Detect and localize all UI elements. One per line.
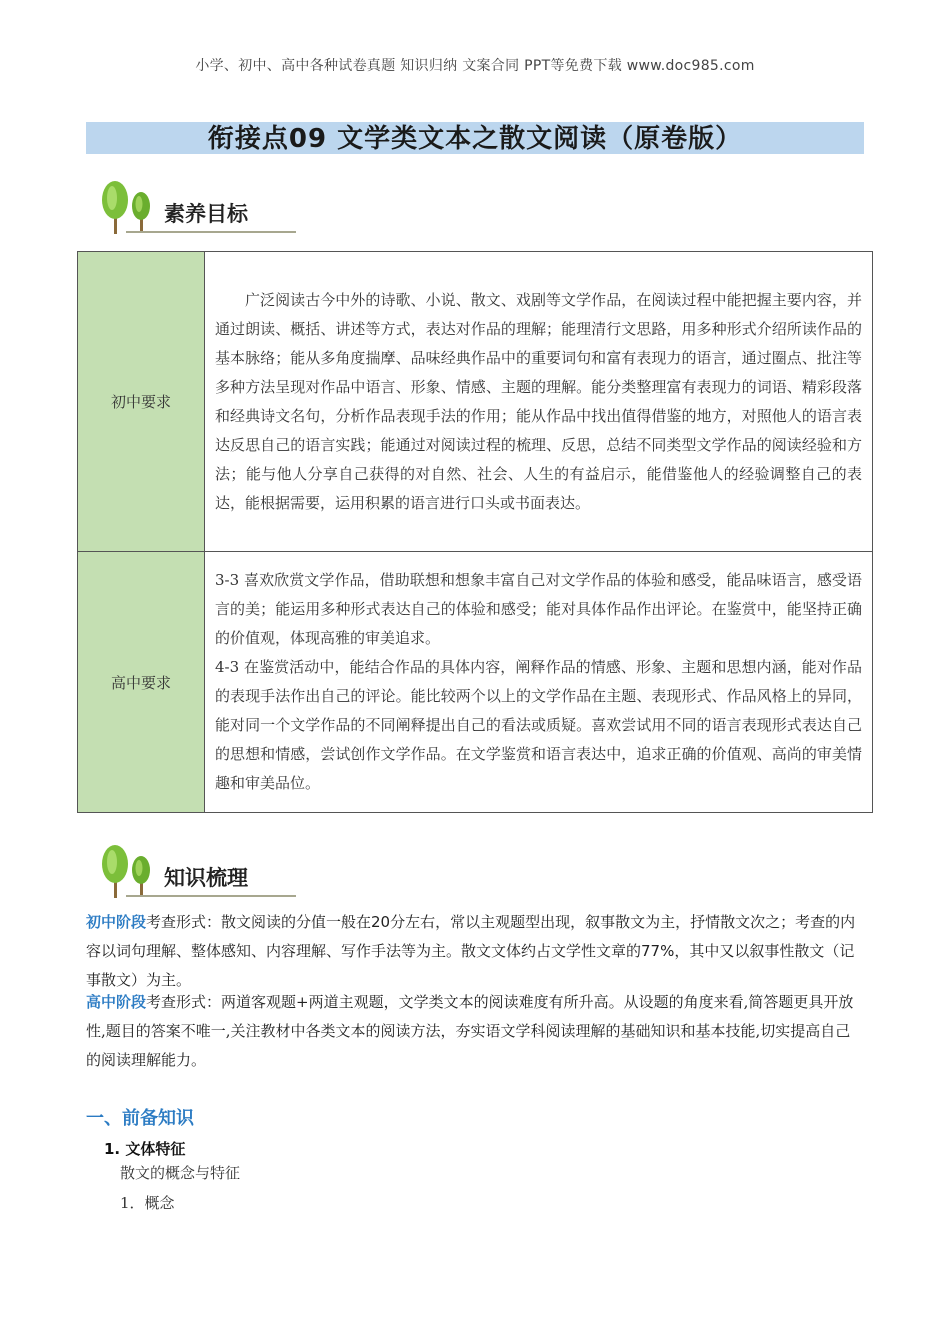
junior-stage-label: 初中阶段: [86, 913, 147, 931]
senior-req-3-3: 3-3 喜欢欣赏文学作品，借助联想和想象丰富自己对文学作品的体验和感受，能品味语言，感受语言的美；能运用多种形式表达自己的体验和感受；能对具体作品作出评论。在鉴赏中，能坚持正确的价值观，体现高雅的审美追求。: [215, 571, 862, 647]
senior-req-label: 高中要求: [78, 552, 205, 813]
senior-stage-paragraph: [86, 988, 864, 1075]
page-title: 衔接点09 文学类文本之散文阅读（原卷版）: [207, 124, 743, 154]
subheading-concept-features: 散文的概念与特征: [120, 1164, 241, 1182]
table-row: [78, 552, 873, 813]
section-underline: [126, 895, 296, 897]
table-row: [78, 252, 873, 552]
tree-icon: [96, 176, 166, 238]
section-underline: [126, 231, 296, 233]
section-heading-goals: [96, 176, 306, 238]
site-header: 小学、初中、高中各种试卷真题 知识归纳 文案合同 PPT等免费下载 www.doc985.com: [195, 58, 755, 74]
heading-genre-features: 1. 文体特征: [104, 1140, 186, 1158]
senior-req-4-3: 4-3 在鉴赏活动中，能结合作品的具体内容，阐释作品的情感、形象、主题和思想内涵，能对作品的表现手法作出自己的评论。能比较两个以上的文学作品在主题、表现形式、作品风格上的异同，能对同一个文学作品的不同阐释提出自己的看法或质疑。喜欢尝试用不同的语言表现形式表达自己的思想和情感，尝试创作文学作品。在文学鉴赏和语言表达中，追求正确的价值观、高尚的审美情趣和审美品位。: [215, 658, 862, 792]
section-heading-knowledge: [96, 840, 306, 902]
tree-icon: [96, 840, 166, 902]
senior-stage-label: 高中阶段: [86, 993, 147, 1011]
senior-stage-text: 考查形式：两道客观题+两道主观题，文学类文本的阅读难度有所升高。从设题的角度来看,简答题更具开放性,题目的答案不唯一,关注教材中各类文本的阅读方法，夯实语文学科阅读理解的基础知识和基本技能,切实提高自己的阅读理解能力。: [86, 993, 854, 1069]
subheading-concept: 1．概念: [120, 1194, 175, 1212]
junior-stage-paragraph: [86, 908, 864, 995]
section-title-knowledge: 知识梳理: [164, 866, 248, 890]
goals-table: [77, 251, 873, 813]
junior-stage-text: 考查形式：散文阅读的分值一般在20分左右，常以主观题型出现，叙事散文为主，抒情散文次之；考查的内容以词句理解、整体感知、内容理解、写作手法等为主。散文文体约占文学性文章的77%，其中又以叙事性散文（记事散文）为主。: [86, 913, 856, 989]
heading-prerequisite: 一、前备知识: [86, 1108, 194, 1129]
senior-req-text: [205, 552, 873, 813]
junior-req-label: 初中要求: [78, 252, 205, 552]
section-title-goals: 素养目标: [164, 202, 248, 226]
junior-req-text: 广泛阅读古今中外的诗歌、小说、散文、戏剧等文学作品，在阅读过程中能把握主要内容，并通过朗读、概括、讲述等方式，表达对作品的理解；能理清行文思路，用多种形式介绍所读作品的基本脉络；能从多角度揣摩、品味经典作品中的重要词句和富有表现力的语言，通过圈点、批注等多种方法呈现对作品中语言、形象、情感、主题的理解。能分类整理富有表现力的词语、精彩段落和经典诗文名句，分析作品表现手法的作用；能从作品中找出值得借鉴的地方，对照他人的语言表达反思自己的语言实践；能通过对阅读过程的梳理、反思，总结不同类型文学作品的阅读经验和方法；能与他人分享自己获得的对自然、社会、人生的有益启示，能借鉴他人的经验调整自己的表达，能根据需要，运用积累的语言进行口头或书面表达。: [205, 252, 873, 552]
